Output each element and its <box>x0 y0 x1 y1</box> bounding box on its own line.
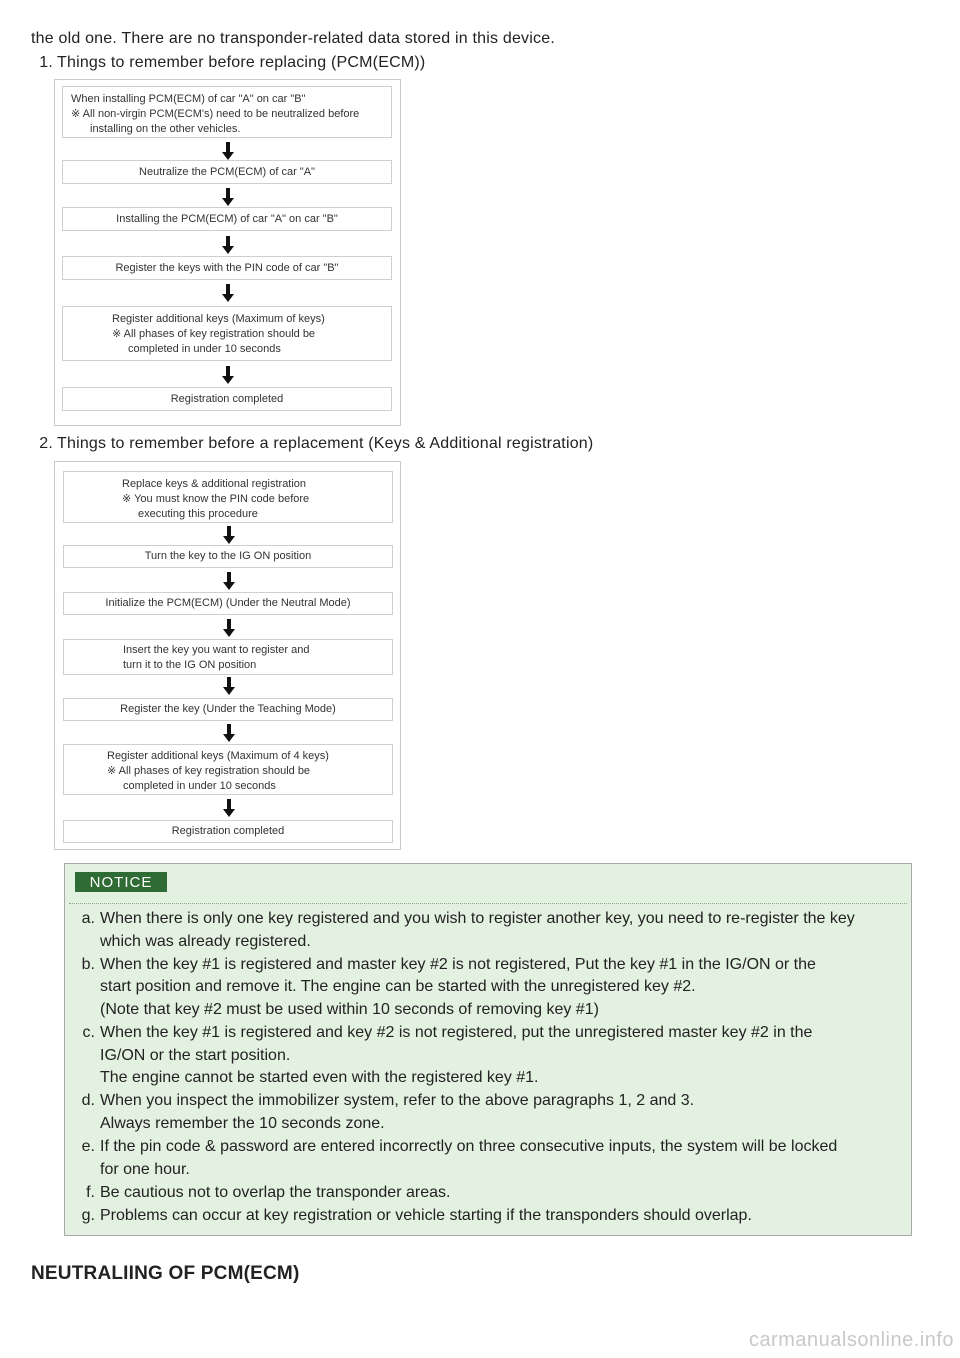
notice-item-letter: f. <box>86 1183 95 1201</box>
notice-item <box>65 1182 913 1205</box>
notice-item-text: Always remember the 10 seconds zone. <box>100 1114 385 1132</box>
notice-list <box>65 908 913 1228</box>
notice-item-letter: c. <box>82 1023 95 1041</box>
notice-item-text: Be cautious not to overlap the transponder areas. <box>100 1183 451 1201</box>
watermark: carmanualsonline.info <box>748 1329 954 1351</box>
flow-step-installing: Installing the PCM(ECM) of car "A" on car "B" <box>62 207 392 231</box>
notice-item-text: which was already registered. <box>100 932 311 950</box>
section-heading-neutralizing: NEUTRALIING OF PCM(ECM) <box>31 1263 300 1284</box>
notice-item <box>65 1090 913 1135</box>
notice-item <box>65 954 913 1022</box>
flow-step-register-additional: Register additional keys (Maximum of keys) ※ All phases of key registration should be completed in under 10 seconds <box>62 306 392 361</box>
notice-item-text: The engine cannot be started even with the registered key #1. <box>100 1069 539 1087</box>
notice-item-letter: d. <box>81 1092 95 1110</box>
section-2-title: Things to remember before a replacement (Keys & Additional registration) <box>57 435 594 452</box>
notice-item-text: When the key #1 is registered and master key #2 is not registered, Put the key #1 in the IG/ON or the <box>100 955 816 973</box>
arrow-down-icon <box>223 677 235 695</box>
flow-step-neutralize: Neutralize the PCM(ECM) of car "A" <box>62 160 392 184</box>
arrow-down-icon <box>223 572 235 590</box>
flow-step-registration-completed: Registration completed <box>62 387 392 411</box>
arrow-down-icon <box>223 799 235 817</box>
flowchart-replacing-pcm <box>54 79 401 426</box>
arrow-down-icon <box>222 188 234 206</box>
notice-badge: NOTICE <box>75 872 167 892</box>
arrow-down-icon <box>223 724 235 742</box>
notice-item <box>65 1136 913 1181</box>
notice-item-text: start position and remove it. The engine can be started with the unregistered key #2. <box>100 978 696 996</box>
arrow-down-icon <box>222 236 234 254</box>
flow-step-register-key-teaching: Register the key (Under the Teaching Mode) <box>63 698 393 721</box>
flow-step-registration-completed-2: Registration completed <box>63 820 393 843</box>
notice-item-letter: e. <box>81 1137 95 1155</box>
section-2-number: 2. <box>39 435 53 452</box>
notice-item-letter: g. <box>81 1206 95 1224</box>
flow-step-insert-key: Insert the key you want to register and turn it to the IG ON position <box>63 639 393 675</box>
notice-box <box>64 863 912 1236</box>
flow-step-replace-keys: Replace keys & additional registration ※ You must know the PIN code before executing this procedure <box>63 471 393 523</box>
arrow-down-icon <box>222 142 234 160</box>
flow-step-turn-key: Turn the key to the IG ON position <box>63 545 393 568</box>
notice-item-text: When the key #1 is registered and key #2 is not registered, put the unregistered master key #2 in the <box>100 1023 813 1041</box>
flow-step-initialize: Initialize the PCM(ECM) (Under the Neutral Mode) <box>63 592 393 615</box>
notice-item-text: Problems can occur at key registration or vehicle starting if the transponders should overlap. <box>100 1206 752 1224</box>
arrow-down-icon <box>223 619 235 637</box>
notice-item-text: When you inspect the immobilizer system, refer to the above paragraphs 1, 2 and 3. <box>100 1092 695 1110</box>
arrow-down-icon <box>223 526 235 544</box>
notice-item-letter: a. <box>81 910 95 927</box>
notice-item-text: (Note that key #2 must be used within 10 seconds of removing key #1) <box>100 1000 599 1018</box>
notice-item-letter: b. <box>81 955 95 973</box>
flowchart-key-replacement <box>54 461 401 850</box>
section-1-heading <box>31 54 425 72</box>
flow-step-register-keys-pin: Register the keys with the PIN code of car "B" <box>62 256 392 280</box>
section-2-heading <box>31 435 593 453</box>
section-1-number: 1. <box>39 54 53 71</box>
notice-item-text: When there is only one key registered and you wish to register another key, you need to re-register the key <box>100 910 855 927</box>
notice-item-text: If the pin code & password are entered incorrectly on three consecutive inputs, the system will be locked <box>100 1137 838 1155</box>
arrow-down-icon <box>222 284 234 302</box>
arrow-down-icon <box>222 366 234 384</box>
notice-item <box>65 1022 913 1090</box>
flow-step-register-additional-4: Register additional keys (Maximum of 4 keys) ※ All phases of key registration should be completed in under 10 seconds <box>63 744 393 795</box>
notice-divider <box>69 903 907 904</box>
notice-item <box>65 1205 913 1228</box>
intro-text: the old one. There are no transponder-related data stored in this device. <box>31 30 555 47</box>
flow-step-install-pcm: When installing PCM(ECM) of car "A" on car "B" ※ All non-virgin PCM(ECM's) need to be neutralized before installing on the other vehicles. <box>62 86 392 138</box>
notice-item-text: IG/ON or the start position. <box>100 1046 291 1064</box>
notice-item <box>65 908 913 953</box>
section-1-title: Things to remember before replacing (PCM(ECM)) <box>57 54 426 71</box>
notice-item-text: for one hour. <box>100 1160 190 1178</box>
